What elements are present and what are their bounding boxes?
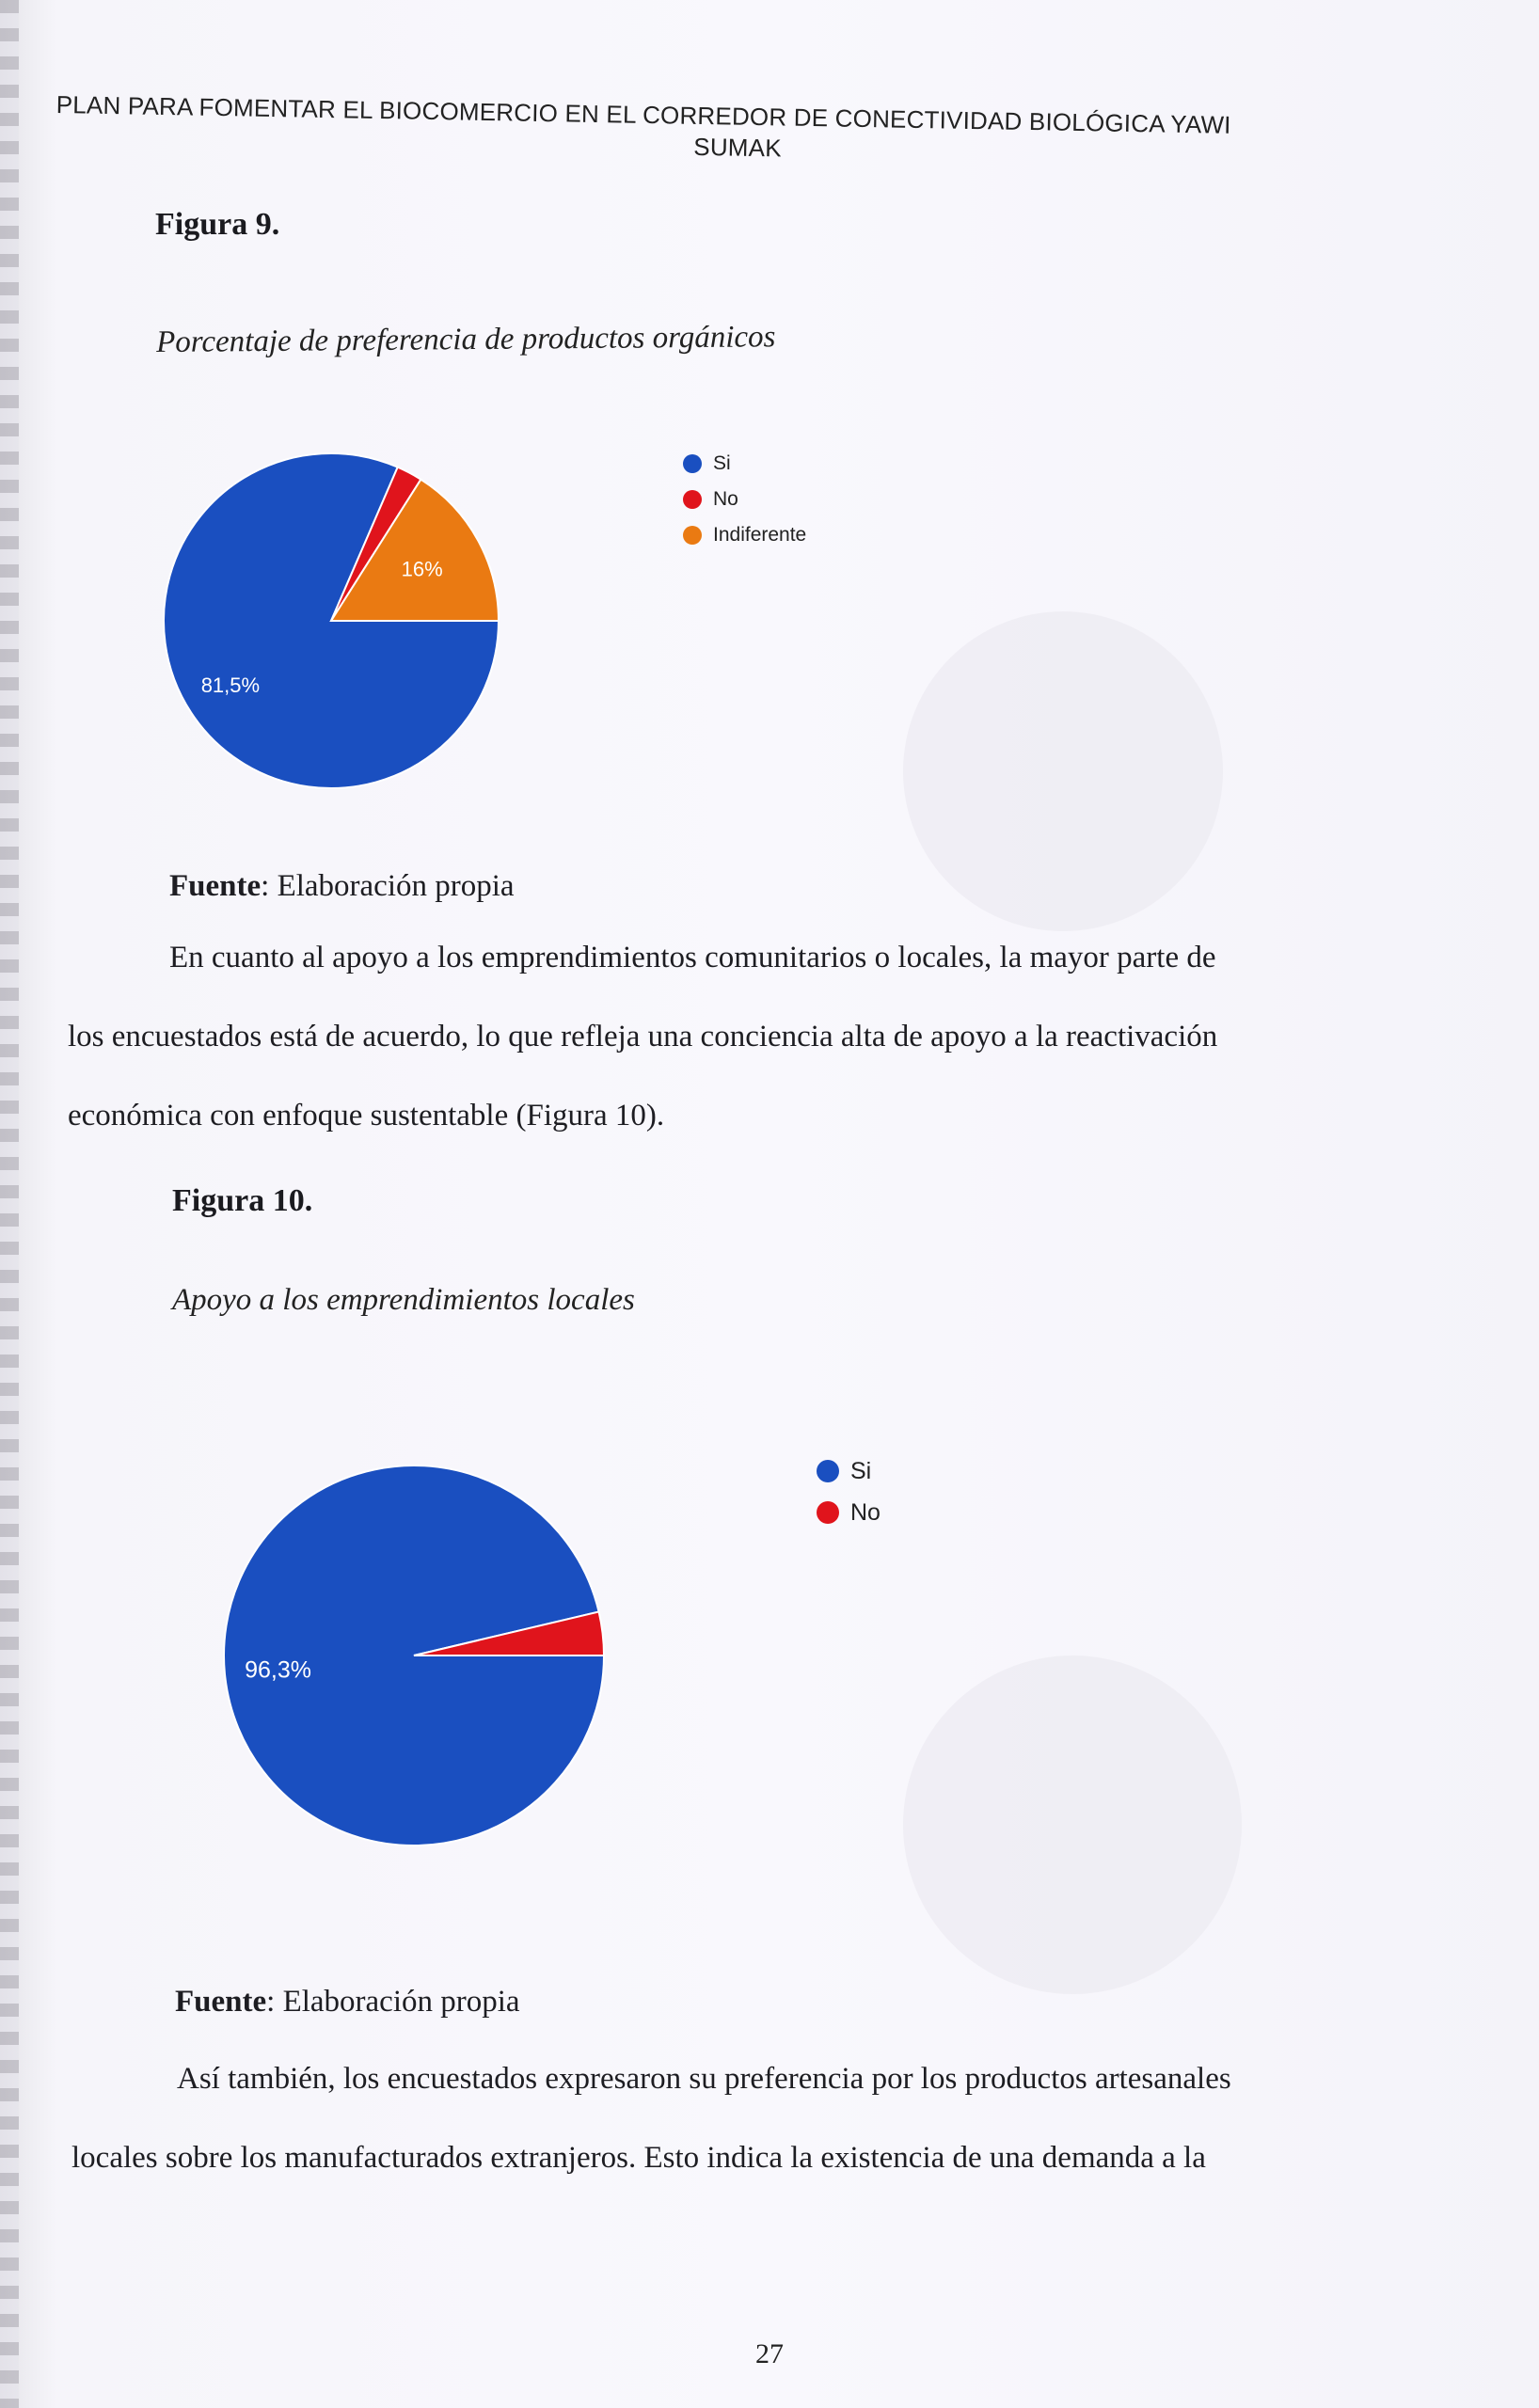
figure-9-label: Figura 9. [155,207,280,242]
page-number: 27 [755,2338,784,2369]
paragraph-2-line-2: locales sobre los manufacturados extranjeros. Esto indica la existencia de una demanda a la [71,2141,1206,2175]
figure-10-label: Figura 10. [172,1183,313,1218]
legend-item-no [817,1492,881,1533]
running-header [56,90,1392,174]
legend-label: No [850,1498,881,1526]
paragraph-1-line-3: económica con enfoque sustentable (Figura 10). [68,1099,665,1133]
pie-chart-svg [222,1464,606,1847]
bleed-through-shadow [903,611,1223,931]
legend-item-no [683,482,806,517]
legend-swatch [683,454,702,473]
figure-10-source [175,1985,520,2020]
slice-value-label: 81,5% [200,673,261,698]
paragraph-1-line-1: En cuanto al apoyo a los emprendimientos comunitarios o locales, la mayor parte de [169,941,1216,974]
source-text: : Elaboración propia [261,869,515,903]
legend-swatch [683,526,702,545]
figure-9-chart [162,452,500,795]
legend-label: Si [850,1457,872,1484]
figure-9-source [169,869,515,904]
source-label: Fuente [175,1985,267,2019]
paragraph-1 [68,918,1343,1155]
figure-10-legend [817,1450,881,1533]
paragraph-2-line-1: Así también, los encuestados expresaron su preferencia por los productos artesanales [177,2062,1231,2096]
paragraph-2 [71,2039,1360,2197]
legend-item-si [817,1450,881,1492]
figure-10-caption: Apoyo a los emprendimientos locales [172,1283,635,1317]
legend-swatch [817,1460,839,1482]
legend-item-indiferente [683,517,806,553]
legend-label: Indiferente [713,524,807,546]
slice-value-label: 96,3% [245,1656,311,1684]
source-text: : Elaboración propia [266,1985,520,2019]
figure-9-legend [683,446,806,553]
source-label: Fuente [169,869,262,903]
legend-label: Si [713,452,731,474]
legend-label: No [713,488,738,510]
legend-item-si [683,446,806,482]
header-line-2: SUMAK [693,132,783,163]
legend-swatch [683,490,702,509]
binding-edge [0,0,19,2408]
slice-value-label: 16% [401,557,443,581]
figure-10-chart [222,1464,606,1852]
legend-swatch [817,1501,839,1524]
figure-9-caption: Porcentaje de preferencia de productos orgánicos [156,320,776,359]
paragraph-1-line-2: los encuestados está de acuerdo, lo que refleja una conciencia alta de apoyo a la reactivación [68,1020,1218,1054]
header-line-1: PLAN PARA FOMENTAR EL BIOCOMERCIO EN EL CORREDOR DE CONECTIVIDAD BIOLÓGICA YAWI [56,90,1231,139]
pie-chart-svg [162,452,500,790]
bleed-through-shadow [903,1656,1242,1994]
